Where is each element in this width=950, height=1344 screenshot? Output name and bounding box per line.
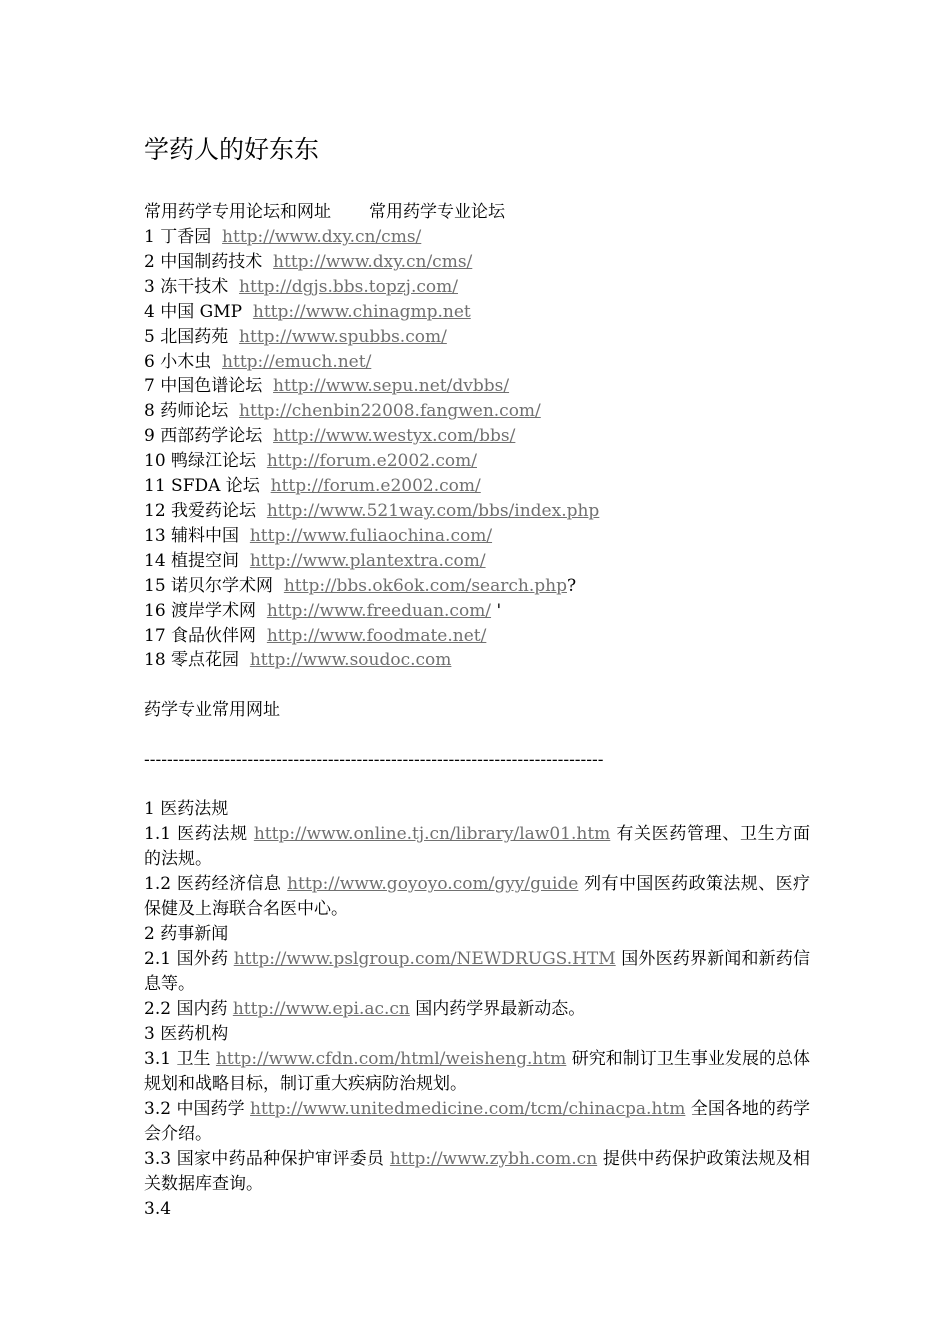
forum-item — [144, 424, 599, 449]
forum-item — [144, 350, 599, 375]
forum-name: 中国色谱论坛 — [160, 376, 263, 397]
site-description: 有关医药管理、卫生方面的法规。 — [144, 824, 811, 869]
sites-subheading: 药学专业常用网址 — [144, 700, 280, 720]
forum-link[interactable]: http://www.foodmate.net/ — [266, 625, 487, 646]
forum-link[interactable]: http://bbs.ok6ok.com/search.php — [283, 575, 567, 596]
site-entry — [144, 947, 810, 997]
forum-item — [144, 599, 599, 624]
site-label: 2.2 国内药 — [144, 999, 233, 1019]
site-description: 提供中药保护政策法规及相关数据库查询。 — [144, 1149, 810, 1194]
forum-name: 小木虫 — [160, 351, 212, 372]
forum-link[interactable]: http://forum.e2002.com/ — [270, 476, 481, 497]
site-entry — [144, 1047, 810, 1097]
site-link[interactable]: http://www.zybh.com.cn — [389, 1149, 598, 1169]
site-description: 国外医药界新闻和新药信息等。 — [144, 949, 810, 994]
site-label: 3.1 卫生 — [144, 1049, 216, 1069]
forum-item — [144, 275, 599, 300]
site-description: 研究和制订卫生事业发展的总体规划和战略目标，制订重大疾病防治规划。 — [144, 1049, 811, 1094]
forum-number: 8 — [144, 401, 155, 422]
forum-number: 1 — [144, 227, 155, 247]
forum-item — [144, 399, 599, 424]
site-list — [144, 797, 810, 1222]
forum-link[interactable]: http://www.westyx.com/bbs/ — [273, 426, 516, 447]
site-label: 3 医药机构 — [144, 1024, 229, 1044]
forum-name: 中国制药技术 — [160, 251, 263, 272]
forum-number: 3 — [144, 276, 155, 297]
forum-link[interactable]: http://forum.e2002.com/ — [266, 451, 477, 472]
forum-heading-row — [144, 200, 505, 225]
site-link[interactable]: http://www.epi.ac.cn — [232, 999, 410, 1019]
forum-item — [144, 524, 599, 549]
forum-number: 10 — [144, 451, 166, 472]
forum-number: 12 — [144, 500, 166, 521]
site-label: 1 医药法规 — [144, 799, 229, 819]
forum-suffix: ' — [491, 600, 502, 621]
forum-link[interactable]: http://chenbin22008.fangwen.com/ — [239, 401, 541, 422]
site-entry — [144, 1197, 810, 1222]
forum-number: 15 — [144, 575, 166, 596]
site-label: 3.2 中国药学 — [144, 1099, 251, 1119]
forum-link[interactable]: http://www.fuliaochina.com/ — [249, 525, 493, 546]
forum-name: 冻干技术 — [160, 276, 229, 297]
forum-number: 18 — [144, 650, 166, 671]
forum-name: 诺贝尔学术网 — [171, 575, 274, 596]
forum-link[interactable]: http://emuch.net/ — [222, 351, 372, 372]
forum-link[interactable]: http://dgjs.bbs.topzj.com/ — [239, 276, 458, 297]
forum-number: 11 — [144, 476, 166, 497]
site-entry — [144, 822, 810, 872]
divider-line: -------------------------------------------------------------------------------- — [144, 750, 604, 770]
forum-link[interactable]: http://www.spubbs.com/ — [239, 326, 447, 347]
forum-name: 西部药学论坛 — [160, 426, 263, 447]
site-link[interactable]: http://www.goyoyo.com/gyy/guide — [287, 874, 579, 894]
forum-name: 我爱药论坛 — [171, 500, 257, 521]
site-label: 2.1 国外药 — [144, 949, 234, 969]
site-link[interactable]: http://www.online.tj.cn/library/law01.htm — [253, 824, 611, 844]
site-label: 2 药事新闻 — [144, 924, 229, 944]
forum-link[interactable]: http://www.521way.com/bbs/index.php — [266, 500, 600, 521]
forum-number: 7 — [144, 376, 155, 397]
forum-name: 辅料中国 — [171, 525, 240, 546]
forum-number: 2 — [144, 251, 155, 272]
forum-name: 植提空间 — [171, 550, 240, 571]
forum-link[interactable]: http://www.dxy.cn/cms/ — [222, 227, 422, 247]
site-label: 3.4 — [144, 1199, 172, 1219]
site-label: 3.3 国家中药品种保护审评委员 — [144, 1149, 390, 1169]
forum-name: 中国 GMP — [160, 301, 243, 322]
forum-item — [144, 449, 599, 474]
forum-item — [144, 474, 599, 499]
forum-number: 13 — [144, 525, 166, 546]
forum-item — [144, 300, 599, 325]
site-label: 1.2 医药经济信息 — [144, 874, 288, 894]
site-link[interactable]: http://www.cfdn.com/html/weisheng.htm — [215, 1049, 567, 1069]
site-entry — [144, 1147, 810, 1197]
site-entry — [144, 797, 810, 822]
forum-number: 5 — [144, 326, 155, 347]
site-entry — [144, 997, 810, 1022]
page-title: 学药人的好东东 — [144, 135, 320, 164]
forum-item — [144, 374, 599, 399]
site-description: 列有中国医药政策法规、医疗保健及上海联合名医中心。 — [144, 874, 811, 919]
forum-name: 渡岸学术网 — [171, 600, 257, 621]
forum-suffix: ? — [566, 575, 577, 596]
forum-link[interactable]: http://www.dxy.cn/cms/ — [273, 251, 473, 272]
forum-link[interactable]: http://www.plantextra.com/ — [249, 550, 486, 571]
forum-number: 17 — [144, 625, 166, 646]
forum-link[interactable]: http://www.freeduan.com/ — [266, 600, 492, 621]
forum-number: 14 — [144, 550, 166, 571]
forum-item — [144, 574, 599, 599]
site-label: 1.1 医药法规 — [144, 824, 254, 844]
forum-item — [144, 499, 599, 524]
forum-link[interactable]: http://www.soudoc.com — [249, 650, 452, 671]
forum-list — [144, 225, 599, 673]
forum-item — [144, 624, 599, 649]
forum-number: 6 — [144, 351, 155, 372]
site-entry — [144, 872, 810, 922]
site-description: 国内药学界最新动态。 — [409, 999, 586, 1019]
forum-number: 4 — [144, 301, 155, 322]
forum-name: 北国药苑 — [160, 326, 229, 347]
site-entry — [144, 1022, 810, 1047]
site-link[interactable]: http://www.unitedmedicine.com/tcm/chinacpa.htm — [250, 1099, 686, 1119]
forum-item — [144, 325, 599, 350]
site-entry — [144, 922, 810, 947]
forum-heading-right: 常用药学专业论坛 — [369, 202, 505, 222]
site-description: 全国各地的药学会介绍。 — [144, 1099, 810, 1144]
forum-item — [144, 549, 599, 574]
forum-name: SFDA 论坛 — [171, 476, 260, 497]
site-entry — [144, 1097, 810, 1147]
forum-name: 丁香园 — [160, 227, 212, 247]
forum-item — [144, 225, 599, 250]
forum-item — [144, 648, 599, 673]
forum-link[interactable]: http://www.sepu.net/dvbbs/ — [273, 376, 510, 397]
forum-link[interactable]: http://www.chinagmp.net — [252, 301, 471, 322]
forum-name: 鸭绿江论坛 — [171, 451, 257, 472]
forum-name: 零点花园 — [171, 650, 240, 671]
forum-number: 9 — [144, 426, 155, 447]
forum-name: 药师论坛 — [160, 401, 229, 422]
site-link[interactable]: http://www.pslgroup.com/NEWDRUGS.HTM — [233, 949, 616, 969]
forum-name: 食品伙伴网 — [171, 625, 257, 646]
forum-number: 16 — [144, 600, 166, 621]
forum-heading-left: 常用药学专用论坛和网址 — [144, 202, 331, 222]
forum-item — [144, 250, 599, 275]
